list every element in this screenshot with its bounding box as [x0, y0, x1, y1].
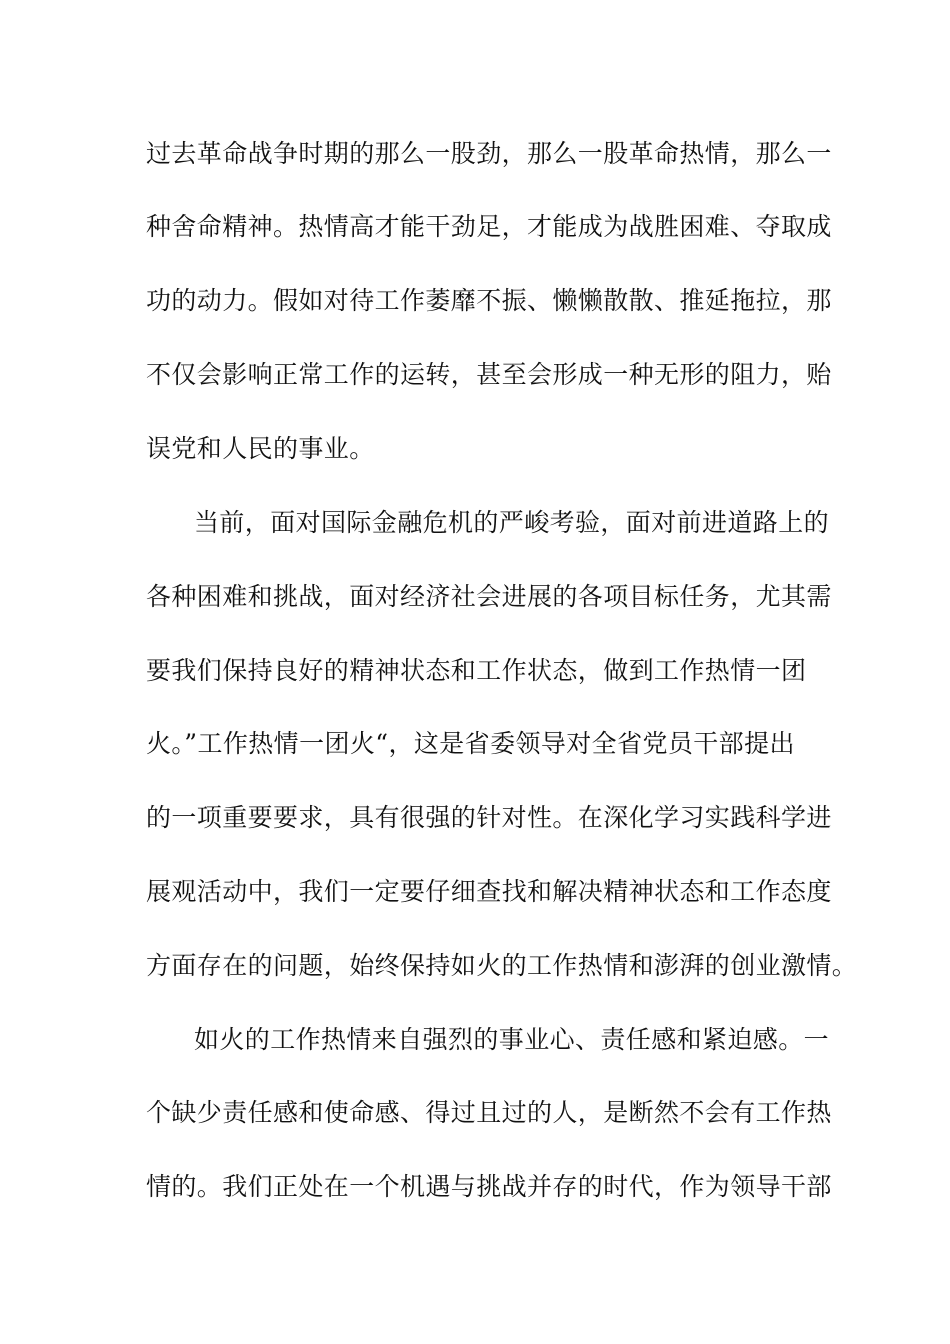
text-line: 各种困难和挑战，面对经济社会进展的各项目标任务，尤其需 [146, 582, 832, 611]
text-line: 展观活动中，我们一定要仔细查找和解决精神状态和工作态度 [146, 877, 832, 906]
text-line: 的一项重要要求，具有很强的针对性。在深化学习实践科学进 [146, 803, 832, 832]
paragraph-first-line: 如火的工作热情来自强烈的事业心、责任感和紧迫感。一 [194, 1025, 830, 1054]
paragraph-first-line: 当前，面对国际金融危机的严峻考验，面对前进道路上的 [194, 508, 830, 537]
text-line: 不仅会影响正常工作的运转，甚至会形成一种无形的阻力，贻 [146, 360, 832, 389]
text-line: 火。”工作热情一团火“，这是省委领导对全省党员干部提出 [146, 729, 795, 758]
text-line: 种舍命精神。热情高才能干劲足，才能成为战胜困难、夺取成 [146, 212, 832, 241]
text-line: 方面存在的问题，始终保持如火的工作热情和澎湃的创业激情。 [146, 951, 858, 980]
text-line: 误党和人民的事业。 [146, 434, 375, 463]
text-line: 过去革命战争时期的那么一股劲，那么一股革命热情，那么一 [146, 139, 832, 168]
text-line: 情的。我们正处在一个机遇与挑战并存的时代，作为领导干部 [146, 1172, 832, 1201]
text-line: 个缺少责任感和使命感、得过且过的人，是断然不会有工作热 [146, 1098, 832, 1127]
text-line: 要我们保持良好的精神状态和工作状态，做到工作热情一团 [146, 656, 807, 685]
text-line: 功的动力。假如对待工作萎靡不振、懒懒散散、推延拖拉，那 [146, 286, 832, 315]
